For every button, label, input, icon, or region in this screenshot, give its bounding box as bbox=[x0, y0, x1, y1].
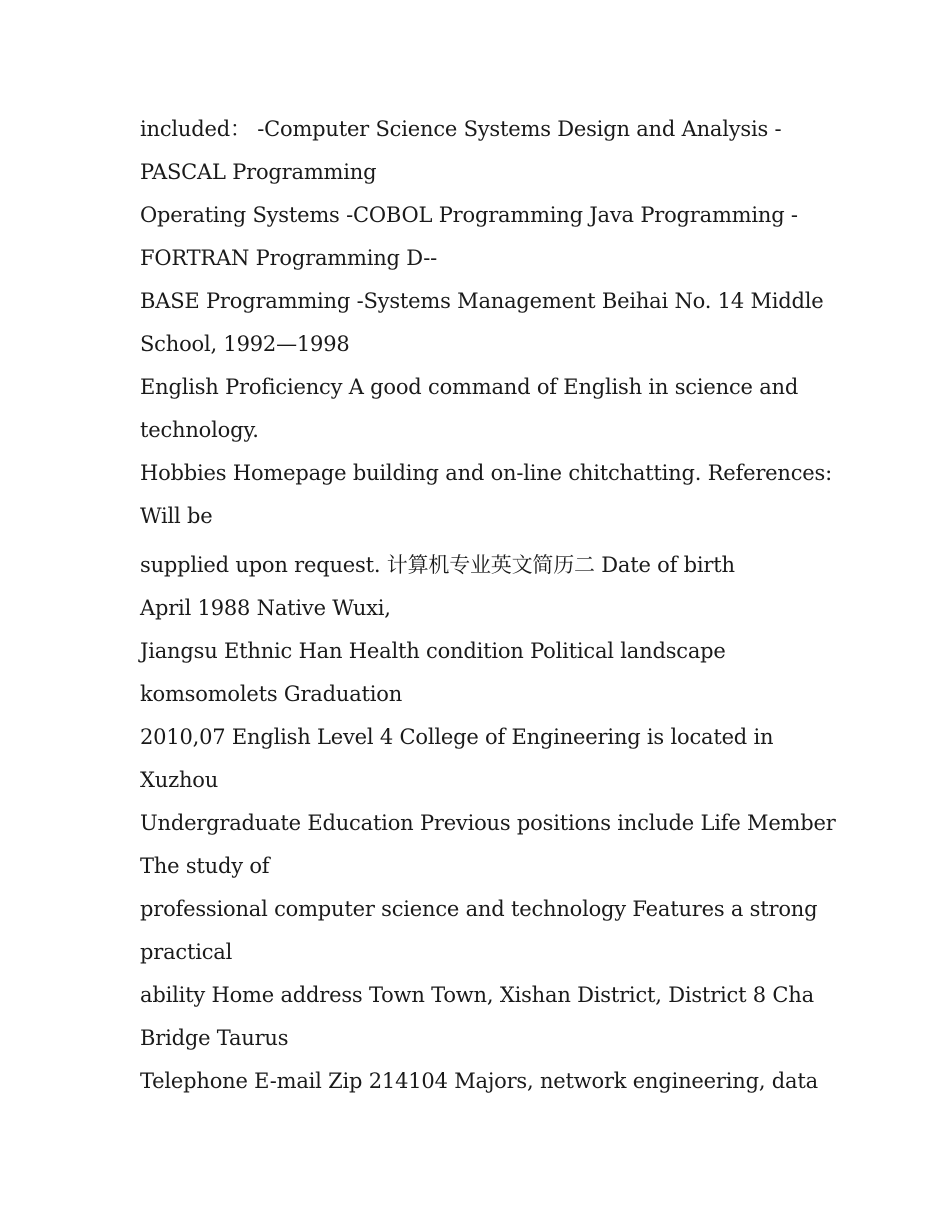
text-line: Telephone E-mail Zip 214104 Majors, network engineering, data bbox=[140, 1069, 818, 1093]
text-line: PASCAL Programming bbox=[140, 160, 377, 184]
text-line: 2010,07 English Level 4 College of Engineering is located in bbox=[140, 725, 774, 749]
text-line: Undergraduate Education Previous positions include Life Member bbox=[140, 811, 836, 835]
text-line: technology. bbox=[140, 418, 259, 442]
text-line: Operating Systems -COBOL Programming Java Programming - bbox=[140, 203, 798, 227]
text-line: Jiangsu Ethnic Han Health condition Political landscape bbox=[140, 639, 726, 663]
text-line: Hobbies Homepage building and on-line chitchatting. References: bbox=[140, 461, 832, 485]
resume-text-block bbox=[140, 108, 836, 1103]
text-line: School, 1992—1998 bbox=[140, 332, 350, 356]
text-line: April 1988 Native Wuxi, bbox=[140, 596, 391, 620]
text-line: Bridge Taurus bbox=[140, 1026, 289, 1050]
text-line: English Proficiency A good command of English in science and bbox=[140, 375, 799, 399]
text-line: included： -Computer Science Systems Design and Analysis - bbox=[140, 117, 782, 141]
text-line: supplied upon request. 计算机专业英文简历二 Date of birth bbox=[140, 553, 735, 577]
text-line: FORTRAN Programming D-- bbox=[140, 246, 438, 270]
text-line: Will be bbox=[140, 504, 213, 528]
text-line: BASE Programming -Systems Management Beihai No. 14 Middle bbox=[140, 289, 824, 313]
text-line: The study of bbox=[140, 854, 270, 878]
text-line: practical bbox=[140, 940, 233, 964]
text-line: komsomolets Graduation bbox=[140, 682, 403, 706]
text-line: Xuzhou bbox=[140, 768, 219, 792]
text-line: professional computer science and technology Features a strong bbox=[140, 897, 818, 921]
text-line: ability Home address Town Town, Xishan District, District 8 Cha bbox=[140, 983, 814, 1007]
